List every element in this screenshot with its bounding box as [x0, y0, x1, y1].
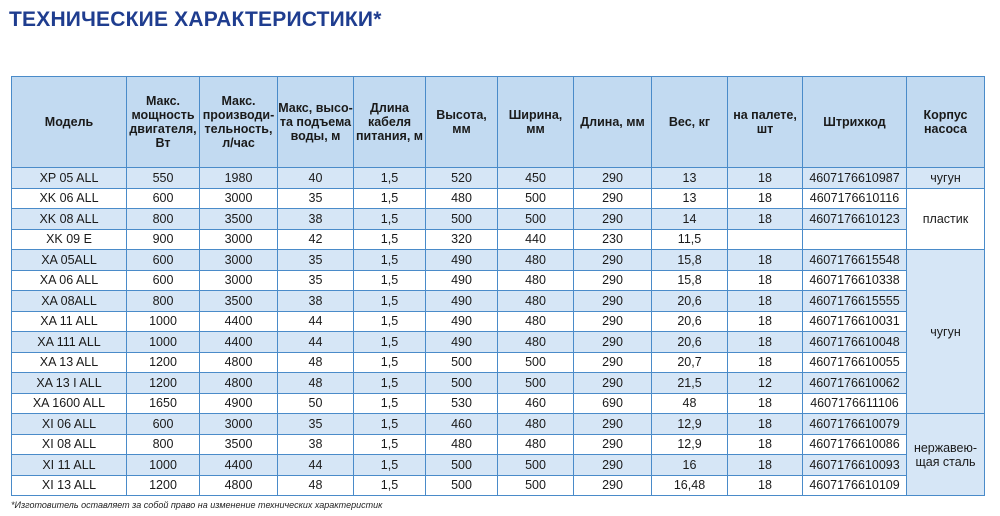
table-cell: 290 — [574, 168, 652, 189]
model-cell: XA 06 ALL — [12, 270, 127, 291]
column-header: Вес, кг — [652, 77, 728, 168]
table-cell: 480 — [498, 250, 574, 271]
table-cell: 500 — [498, 373, 574, 394]
table-row — [12, 393, 985, 414]
column-header: Высота, мм — [426, 77, 498, 168]
table-cell: 290 — [574, 270, 652, 291]
table-cell: 18 — [728, 270, 803, 291]
table-cell: 44 — [278, 311, 354, 332]
table-cell: 1,5 — [354, 352, 426, 373]
table-cell: 4607176610086 — [803, 434, 907, 455]
body-material-cell: нержавею-щая сталь — [907, 414, 985, 496]
table-cell: 490 — [426, 311, 498, 332]
column-header: Макс, высо-та подъема воды, м — [278, 77, 354, 168]
table-cell: 1,5 — [354, 332, 426, 353]
table-cell: 1650 — [127, 393, 200, 414]
table-cell: 38 — [278, 291, 354, 312]
table-cell: 490 — [426, 291, 498, 312]
model-cell: XI 06 ALL — [12, 414, 127, 435]
table-cell: 4400 — [200, 311, 278, 332]
table-cell: 500 — [426, 475, 498, 496]
table-cell: 18 — [728, 311, 803, 332]
table-cell: 48 — [652, 393, 728, 414]
table-row — [12, 373, 985, 394]
table-cell: 500 — [498, 455, 574, 476]
column-header: Длина кабеля питания, м — [354, 77, 426, 168]
table-row — [12, 311, 985, 332]
table-body — [12, 168, 985, 496]
column-header: Макс. производи-тельность, л/час — [200, 77, 278, 168]
table-cell: 520 — [426, 168, 498, 189]
table-cell: 48 — [278, 373, 354, 394]
table-cell: 18 — [728, 188, 803, 209]
table-row — [12, 475, 985, 496]
table-cell: 4607176615555 — [803, 291, 907, 312]
table-cell: 38 — [278, 434, 354, 455]
table-row — [12, 332, 985, 353]
table-cell: 18 — [728, 434, 803, 455]
table-cell: 3500 — [200, 291, 278, 312]
model-cell: XA 13 ALL — [12, 352, 127, 373]
table-cell: 4607176610093 — [803, 455, 907, 476]
table-cell: 450 — [498, 168, 574, 189]
table-cell: 480 — [498, 332, 574, 353]
table-cell: 18 — [728, 291, 803, 312]
table-cell: 290 — [574, 434, 652, 455]
model-cell: XK 09 E — [12, 229, 127, 250]
table-cell: 230 — [574, 229, 652, 250]
table-cell: 480 — [498, 291, 574, 312]
table-cell: 290 — [574, 291, 652, 312]
table-cell: 290 — [574, 311, 652, 332]
table-cell: 290 — [574, 250, 652, 271]
table-cell: 900 — [127, 229, 200, 250]
table-cell — [728, 229, 803, 250]
table-cell: 290 — [574, 475, 652, 496]
table-cell: 290 — [574, 352, 652, 373]
table-row — [12, 229, 985, 250]
table-cell: 4400 — [200, 332, 278, 353]
table-cell: 14 — [652, 209, 728, 230]
table-cell: 460 — [498, 393, 574, 414]
table-cell: 48 — [278, 475, 354, 496]
table-cell: 3500 — [200, 209, 278, 230]
table-cell: 18 — [728, 250, 803, 271]
model-cell: XI 11 ALL — [12, 455, 127, 476]
table-cell: 480 — [498, 414, 574, 435]
model-cell: XA 11 ALL — [12, 311, 127, 332]
table-cell: 290 — [574, 209, 652, 230]
table-cell: 290 — [574, 455, 652, 476]
table-row — [12, 270, 985, 291]
table-cell: 21,5 — [652, 373, 728, 394]
model-cell: XA 08ALL — [12, 291, 127, 312]
table-cell: 480 — [498, 434, 574, 455]
table-cell: 3500 — [200, 434, 278, 455]
table-cell: 500 — [498, 475, 574, 496]
table-cell: 3000 — [200, 414, 278, 435]
table-cell: 1980 — [200, 168, 278, 189]
table-cell: 1000 — [127, 455, 200, 476]
table-cell: 20,6 — [652, 291, 728, 312]
table-cell: 1000 — [127, 311, 200, 332]
table-cell: 20,6 — [652, 332, 728, 353]
table-cell: 4800 — [200, 373, 278, 394]
table-cell: 1,5 — [354, 475, 426, 496]
table-cell: 1,5 — [354, 373, 426, 394]
table-cell: 13 — [652, 188, 728, 209]
spec-table — [11, 76, 985, 496]
table-cell: 48 — [278, 352, 354, 373]
table-cell: 600 — [127, 270, 200, 291]
table-cell: 490 — [426, 250, 498, 271]
table-cell: 35 — [278, 270, 354, 291]
table-cell: 35 — [278, 250, 354, 271]
table-row — [12, 434, 985, 455]
table-cell: 4607176610048 — [803, 332, 907, 353]
table-cell: 4400 — [200, 455, 278, 476]
table-row — [12, 414, 985, 435]
table-cell: 18 — [728, 332, 803, 353]
table-row — [12, 352, 985, 373]
table-cell: 1,5 — [354, 188, 426, 209]
model-cell: XI 13 ALL — [12, 475, 127, 496]
table-cell: 44 — [278, 332, 354, 353]
table-cell: 4607176610109 — [803, 475, 907, 496]
table-cell: 18 — [728, 209, 803, 230]
table-cell: 500 — [426, 455, 498, 476]
table-cell: 800 — [127, 434, 200, 455]
table-cell: 500 — [426, 352, 498, 373]
table-cell: 12 — [728, 373, 803, 394]
table-cell: 600 — [127, 414, 200, 435]
table-cell: 12,9 — [652, 414, 728, 435]
table-cell: 4800 — [200, 352, 278, 373]
table-cell: 1,5 — [354, 229, 426, 250]
table-cell: 800 — [127, 291, 200, 312]
table-cell: 500 — [498, 209, 574, 230]
table-cell: 290 — [574, 414, 652, 435]
table-cell: 4607176610116 — [803, 188, 907, 209]
table-cell: 290 — [574, 188, 652, 209]
table-cell: 480 — [426, 434, 498, 455]
model-cell: XA 13 I ALL — [12, 373, 127, 394]
table-cell: 480 — [426, 188, 498, 209]
column-header: Макс. мощность двигателя, Вт — [127, 77, 200, 168]
table-cell: 4800 — [200, 475, 278, 496]
model-cell: XA 1600 ALL — [12, 393, 127, 414]
table-row — [12, 291, 985, 312]
table-cell: 1,5 — [354, 455, 426, 476]
table-cell: 500 — [426, 373, 498, 394]
table-cell — [803, 229, 907, 250]
table-cell: 1,5 — [354, 168, 426, 189]
table-cell: 4607176610055 — [803, 352, 907, 373]
table-cell: 18 — [728, 475, 803, 496]
table-cell: 1,5 — [354, 393, 426, 414]
table-cell: 480 — [498, 311, 574, 332]
table-cell: 15,8 — [652, 250, 728, 271]
table-row — [12, 188, 985, 209]
table-cell: 18 — [728, 352, 803, 373]
page-title: ТЕХНИЧЕСКИЕ ХАРАКТЕРИСТИКИ* — [9, 8, 382, 31]
column-header: Ширина, мм — [498, 77, 574, 168]
table-cell: 12,9 — [652, 434, 728, 455]
table-cell: 1200 — [127, 475, 200, 496]
table-cell: 18 — [728, 393, 803, 414]
table-cell: 44 — [278, 455, 354, 476]
table-header-row — [12, 77, 985, 168]
column-header: Штрихкод — [803, 77, 907, 168]
footnote: *Изготовитель оставляет за собой право на изменение технических характеристик — [11, 500, 383, 510]
table-cell: 460 — [426, 414, 498, 435]
column-header: Корпус насоса — [907, 77, 985, 168]
table-cell: 1,5 — [354, 311, 426, 332]
table-cell: 35 — [278, 188, 354, 209]
table-cell: 16,48 — [652, 475, 728, 496]
table-cell: 550 — [127, 168, 200, 189]
table-cell: 4607176610123 — [803, 209, 907, 230]
table-cell: 20,7 — [652, 352, 728, 373]
table-cell: 500 — [498, 188, 574, 209]
table-cell: 500 — [426, 209, 498, 230]
model-cell: XA 05ALL — [12, 250, 127, 271]
table-cell: 1200 — [127, 373, 200, 394]
table-cell: 3000 — [200, 188, 278, 209]
column-header: на палете, шт — [728, 77, 803, 168]
table-cell: 1,5 — [354, 250, 426, 271]
table-cell: 800 — [127, 209, 200, 230]
body-material-cell: пластик — [907, 188, 985, 250]
table-cell: 290 — [574, 332, 652, 353]
table-cell: 1,5 — [354, 270, 426, 291]
table-cell: 18 — [728, 414, 803, 435]
table-row — [12, 168, 985, 189]
table-cell: 38 — [278, 209, 354, 230]
body-material-cell: чугун — [907, 168, 985, 189]
model-cell: XK 08 ALL — [12, 209, 127, 230]
table-cell: 40 — [278, 168, 354, 189]
table-cell: 500 — [498, 352, 574, 373]
table-cell: 11,5 — [652, 229, 728, 250]
table-cell: 1,5 — [354, 434, 426, 455]
table-row — [12, 209, 985, 230]
table-cell: 290 — [574, 373, 652, 394]
table-cell: 4607176610062 — [803, 373, 907, 394]
table-row — [12, 455, 985, 476]
table-cell: 4607176610031 — [803, 311, 907, 332]
table-cell: 4607176610079 — [803, 414, 907, 435]
table-cell: 50 — [278, 393, 354, 414]
table-cell: 18 — [728, 168, 803, 189]
table-cell: 1,5 — [354, 209, 426, 230]
table-cell: 4607176615548 — [803, 250, 907, 271]
table-cell: 600 — [127, 188, 200, 209]
table-cell: 16 — [652, 455, 728, 476]
table-cell: 320 — [426, 229, 498, 250]
table-cell: 530 — [426, 393, 498, 414]
table-cell: 15,8 — [652, 270, 728, 291]
model-cell: XA 111 ALL — [12, 332, 127, 353]
table-cell: 1,5 — [354, 414, 426, 435]
body-material-cell: чугун — [907, 250, 985, 414]
model-cell: XP 05 ALL — [12, 168, 127, 189]
table-cell: 440 — [498, 229, 574, 250]
table-cell: 13 — [652, 168, 728, 189]
table-cell: 18 — [728, 455, 803, 476]
table-cell: 20,6 — [652, 311, 728, 332]
model-cell: XK 06 ALL — [12, 188, 127, 209]
table-cell: 4900 — [200, 393, 278, 414]
table-cell: 42 — [278, 229, 354, 250]
table-cell: 600 — [127, 250, 200, 271]
model-cell: XI 08 ALL — [12, 434, 127, 455]
table-cell: 4607176610338 — [803, 270, 907, 291]
table-cell: 490 — [426, 332, 498, 353]
table-cell: 4607176610987 — [803, 168, 907, 189]
column-header: Модель — [12, 77, 127, 168]
table-cell: 490 — [426, 270, 498, 291]
table-row — [12, 250, 985, 271]
table-cell: 1,5 — [354, 291, 426, 312]
table-cell: 3000 — [200, 250, 278, 271]
table-cell: 35 — [278, 414, 354, 435]
table-cell: 3000 — [200, 270, 278, 291]
table-cell: 480 — [498, 270, 574, 291]
column-header: Длина, мм — [574, 77, 652, 168]
table-cell: 1200 — [127, 352, 200, 373]
table-cell: 3000 — [200, 229, 278, 250]
table-cell: 4607176611106 — [803, 393, 907, 414]
table-cell: 690 — [574, 393, 652, 414]
table-cell: 1000 — [127, 332, 200, 353]
